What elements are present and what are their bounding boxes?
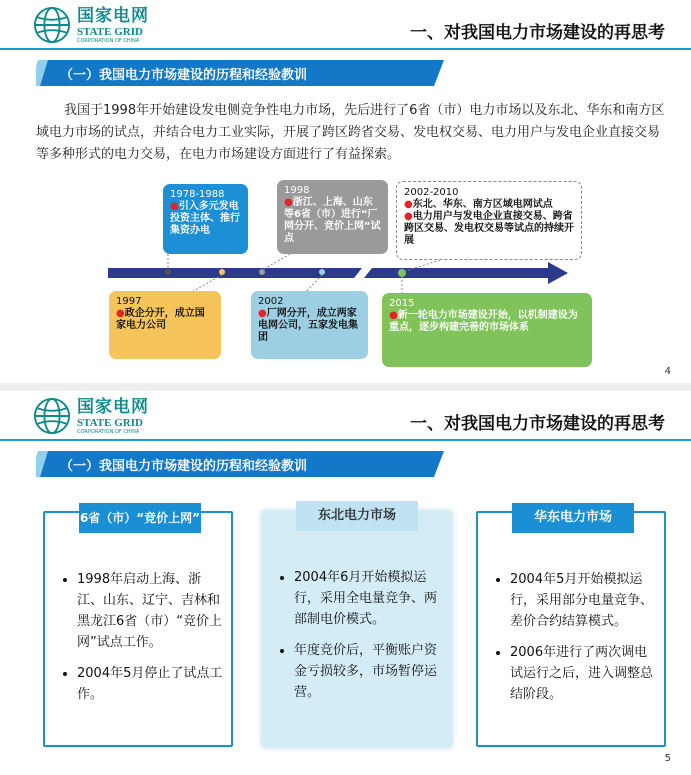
timeline-dot-1997 [219, 269, 225, 275]
logo-english-name: STATE GRID [77, 416, 143, 429]
timeline-event-2002 [251, 291, 368, 359]
event-year: 1997 [116, 296, 142, 307]
card-six-provinces [43, 511, 233, 747]
state-grid-globe-icon [33, 397, 71, 435]
bullet-icon: ● [170, 201, 179, 212]
subheading-text: （一）我国电力市场建设的历程和经验教训 [60, 459, 308, 474]
bullet-icon: ● [258, 308, 267, 319]
bullet-icon: ● [284, 197, 293, 208]
bullet-icon: ● [116, 308, 125, 319]
timeline-dot-2002 [319, 269, 325, 275]
timeline-event-1997 [109, 291, 221, 359]
bullet-icon: ● [389, 310, 398, 321]
card-bullets [276, 567, 444, 713]
slide-5 [0, 391, 691, 775]
timeline-dot-1978 [165, 269, 171, 275]
slide-4 [0, 0, 691, 383]
logo-subtitle: CORPORATION OF CHINA [77, 37, 140, 44]
subheading-banner [36, 451, 444, 477]
event-text: 政企分开，成立国家电力公司 [116, 308, 205, 331]
page-number: 5 [664, 753, 671, 764]
event-text: 新一轮电力市场建设开始，以机制建设为重点，逐步构建完善的市场体系 [389, 310, 578, 333]
bullet-item: • 年度竞价后，平衡账户资金亏损较多，市场暂停运营。 [294, 640, 444, 703]
intro-paragraph: 我国于1998年开始建设发电侧竞争性电力市场，先后进行了6省（市）电力市场以及东北、华东和南方区域电力市场的试点，并结合电力工业实际，开展了跨区跨省交易、发电权交易、电力用户与发电企业直接交易等多种形式的电力交易，在电力市场建设方面进行了有益探索。 [36, 103, 665, 162]
section-title: 一、对我国电力市场建设的再思考 [410, 23, 665, 43]
logo-english-name: STATE GRID [77, 25, 143, 38]
event-year: 2002-2010 [404, 187, 459, 198]
timeline-dot-1998 [259, 269, 265, 275]
page-number: 4 [664, 366, 671, 377]
card-bullets [59, 569, 223, 715]
event-text: 厂网分开，成立两家电网公司，五家发电集团 [258, 308, 358, 343]
event-year: 2002 [258, 296, 284, 307]
section-title: 一、对我国电力市场建设的再思考 [410, 414, 665, 434]
bullet-icon: ● [404, 199, 413, 210]
bullet-item: • 2004年5月停止了试点工作。 [77, 663, 223, 705]
bullet-item: • 2004年5月开始模拟运行，采用部分电量竞争、差价合约结算模式。 [510, 569, 656, 632]
bullet-icon: ● [404, 211, 413, 222]
event-year: 1998 [284, 185, 310, 196]
bullet-item: • 2004年6月开始模拟运行，采用全电量竞争、两部制电价模式。 [294, 567, 444, 630]
logo-chinese-name: 国家电网 [77, 5, 149, 26]
bullet-item: • 1998年启动上海、浙江、山东、辽宁、吉林和黑龙江6省（市）“竞价上网”试点工作。 [77, 569, 223, 653]
event-item: 东北、华东、南方区域电网试点 [412, 199, 553, 210]
logo-subtitle: CORPORATION OF CHINA [77, 428, 140, 435]
timeline-event-1978 [163, 184, 248, 254]
event-text: 浙江、上海、山东等6省（市）进行“厂网分开、竞价上网”试点 [284, 197, 381, 244]
card-title: 东北电力市场 [296, 501, 418, 531]
event-year: 1978-1988 [170, 189, 225, 200]
card-title: 华东电力市场 [512, 503, 634, 533]
header-divider [0, 439, 691, 441]
event-year: 2015 [389, 298, 415, 309]
card-northeast-market [262, 508, 452, 747]
logo-chinese-name: 国家电网 [77, 396, 149, 417]
state-grid-logo [33, 397, 149, 435]
card-bullets [492, 569, 656, 715]
timeline-dot-2015 [398, 269, 406, 277]
event-item: 电力用户与发电企业直接交易、跨省跨区交易、发电权交易等试点的持续开展 [404, 211, 574, 246]
timeline-arrow-right [364, 262, 568, 284]
card-east-china-market [476, 511, 666, 747]
timeline-event-1998 [277, 180, 388, 254]
slide-separator [0, 383, 691, 391]
timeline-event-2002-2010 [396, 181, 582, 260]
event-text: 引入多元发电投资主体、推行集资办电 [170, 201, 240, 236]
card-title: 6省（市）“竞价上网” [79, 503, 201, 533]
bullet-item: • 2006年进行了两次调电试运行之后，进入调整总结阶段。 [510, 642, 656, 705]
subheading-text: （一）我国电力市场建设的历程和经验教训 [60, 68, 308, 83]
timeline-event-2015 [382, 293, 592, 367]
